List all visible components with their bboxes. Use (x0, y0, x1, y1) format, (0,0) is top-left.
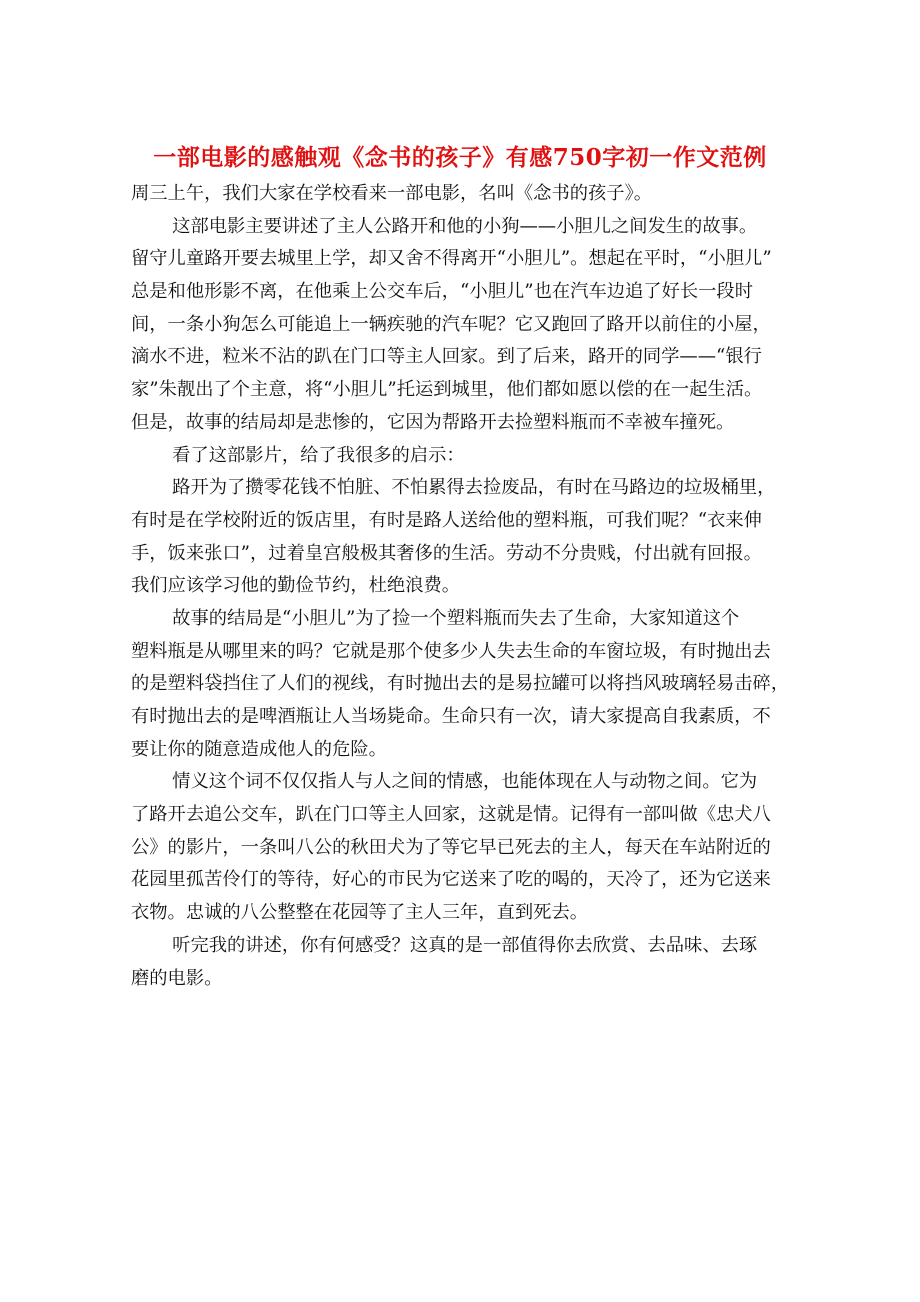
text-line: 这部电影主要讲述了主人公路开和他的小狗——小胆儿之间发生的故事。 (172, 215, 758, 237)
text-line: 故事的结局是“小胆儿”为了捡一个塑料瓶而失去了生命，大家知道这个 (172, 607, 740, 629)
document-body (131, 178, 790, 995)
text-line: 的是塑料袋挡住了人们的视线，有时抛出去的是易拉罐可以将挡风玻璃轻易击碎， (131, 673, 790, 695)
text-line: 听完我的讲述，你有何感受？这真的是一部值得你去欣赏、去品味、去琢 (172, 934, 758, 956)
text-line: 路开为了攒零花钱不怕脏、不怕累得去捡废品，有时在马路边的垃圾桶里， (172, 477, 776, 499)
paragraph-5 (131, 603, 790, 766)
text-line: 塑料瓶是从哪里来的吗？它就是那个使多少人失去生命的车窗垃圾，有时抛出去 (131, 640, 771, 662)
text-line: 有时是在学校附近的饭店里，有时是路人送给他的塑料瓶，可我们呢？“衣来伸 (131, 509, 762, 531)
paragraph-2 (131, 211, 787, 440)
text-line: 我们应该学习他的勤俭节约，杜绝浪费。 (131, 575, 461, 597)
text-line: 磨的电影。 (131, 967, 223, 989)
text-line: 看了这部影片，给了我很多的启示： (172, 444, 465, 466)
paragraph-6 (131, 766, 787, 929)
text-line: 但是，故事的结局却是悲惨的，它因为帮路开去捡塑料瓶而不幸被车撞死。 (131, 411, 735, 433)
text-line: 周三上午，我们大家在学校看来一部电影，名叫《念书的孩子》。 (131, 183, 653, 204)
text-line: 家”朱靓出了个主意，将“小胆儿”托运到城里，他们都如愿以偿的在一起生活。 (131, 379, 763, 401)
document-title: 一部电影的感触观《念书的孩子》有感750字初一作文范例 (153, 144, 767, 171)
text-line: 有时抛出去的是啤酒瓶让人当场毙命。生命只有一次，请大家提高自我素质，不 (131, 706, 771, 727)
paragraph-7 (131, 930, 787, 995)
text-line: 间，一条小狗怎么可能追上一辆疾驰的汽车呢？它又跑回了路开以前住的小屋， (131, 313, 771, 335)
text-line: 花园里孤苦伶仃的等待，好心的市民为它送来了吃的喝的，天冷了，还为它送来 (131, 869, 771, 891)
text-line: 了路开去追公交车，趴在门口等主人回家，这就是情。记得有一部叫做《忠犬八 (131, 804, 771, 826)
text-line: 总是和他形影不离，在他乘上公交车后，“小胆儿”也在汽车边追了好长一段时 (131, 281, 753, 303)
text-line: 情义这个词不仅仅指人与人之间的情感，也能体现在人与动物之间。它为 (172, 771, 758, 793)
text-line: 要让你的随意造成他人的危险。 (131, 738, 387, 760)
text-line: 滴水不进，粒米不沾的趴在门口等主人回家。到了后来，路开的同学——“银行 (131, 346, 762, 368)
text-line: 留守儿童路开要去城里上学，却又舍不得离开“小胆儿”。想起在平时，“小胆儿” (131, 248, 772, 270)
paragraph-3 (131, 440, 787, 473)
text-line: 衣物。忠诚的八公整整在花园等了主人三年，直到死去。 (131, 902, 589, 924)
paragraph-4 (131, 472, 787, 603)
text-line: 手，饭来张口”，过着皇宫般极其奢侈的生活。劳动不分贵贱，付出就有回报。 (131, 542, 762, 564)
paragraph-1 (131, 178, 787, 211)
text-line: 公》的影片，一条叫八公的秋田犬为了等它早已死去的主人，每天在车站附近的 (131, 836, 771, 858)
